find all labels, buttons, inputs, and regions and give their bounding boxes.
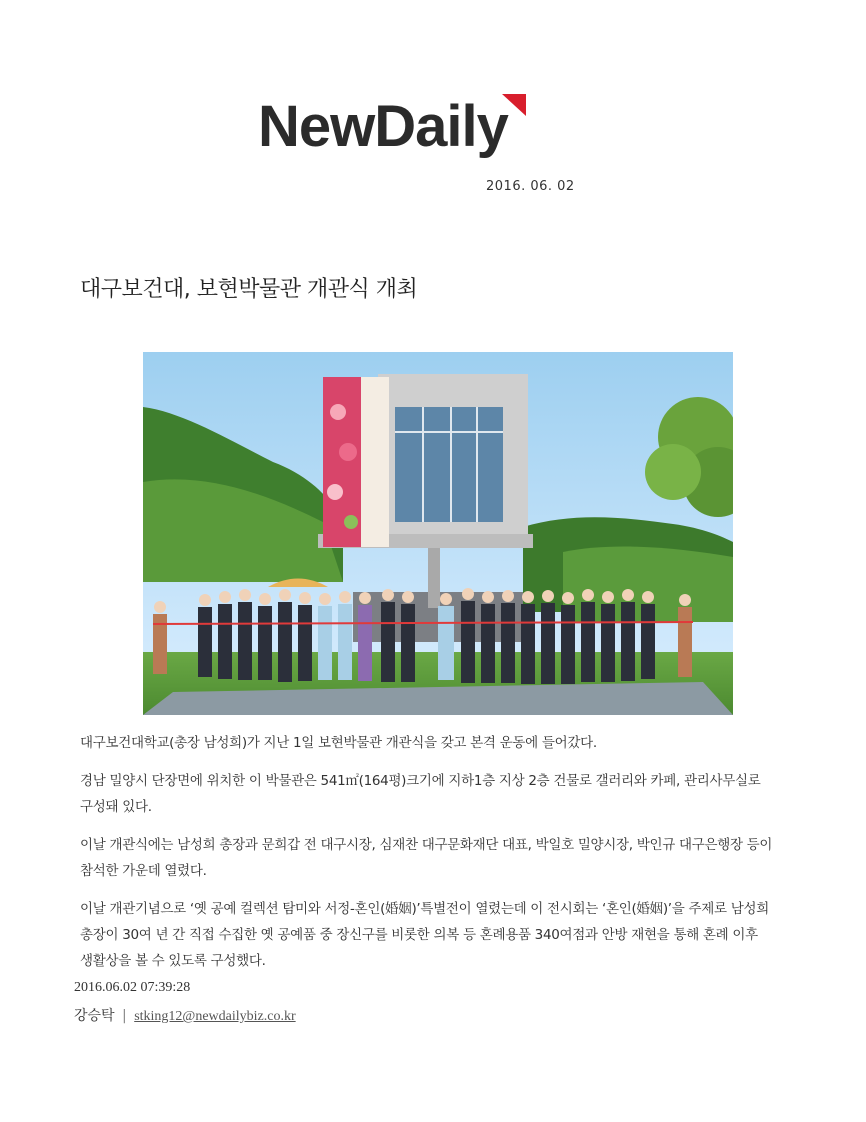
- article-paragraph: 이날 개관기념으로 ‘옛 공예 컬렉션 탐미와 서정-혼인(婚姻)’특별전이 열렸는데 이 전시회는 ‘혼인(婚姻)’을 주제로 남성희 총장이 30여 년 간 직접 수집한 옛 공예품 중 장신구를 비롯한 의복 등 혼례용품 340여점과 안방 재현을 통해 혼례 이후 생활상을 볼 수 있도록 구성했다.: [80, 901, 769, 969]
- author-name: 강승탁: [74, 1008, 115, 1024]
- byline: [74, 1005, 296, 1025]
- newdaily-logo: [258, 92, 588, 178]
- byline-separator: |: [122, 1008, 127, 1024]
- article-paragraph: 이날 개관식에는 남성희 총장과 문희갑 전 대구시장, 심재찬 대구문화재단 대표, 박일호 밀양시장, 박인규 대구은행장 등이 참석한 가운데 열렸다.: [80, 837, 773, 879]
- logo-wordmark: NewDaily: [258, 94, 508, 159]
- article-timestamp: 2016.06.02 07:39:28: [74, 980, 191, 995]
- article-headline: 대구보건대, 보현박물관 개관식 개최: [80, 277, 418, 302]
- article-paragraph: 경남 밀양시 단장면에 위치한 이 박물관은 541㎡(164평)크기에 지하1층 지상 2층 건물로 갤러리와 카페, 관리사무실로 구성돼 있다.: [80, 773, 761, 815]
- author-email-link[interactable]: stking12@newdailybiz.co.kr: [134, 1009, 296, 1024]
- article-paragraph: 대구보건대학교(총장 남성희)가 지난 1일 보현박물관 개관식을 갖고 본격 운동에 들어갔다.: [80, 735, 597, 751]
- publish-date: 2016. 06. 02: [486, 179, 575, 194]
- article-photo: [143, 352, 733, 715]
- logo-accent-icon: [502, 94, 526, 118]
- article-body: [80, 730, 796, 986]
